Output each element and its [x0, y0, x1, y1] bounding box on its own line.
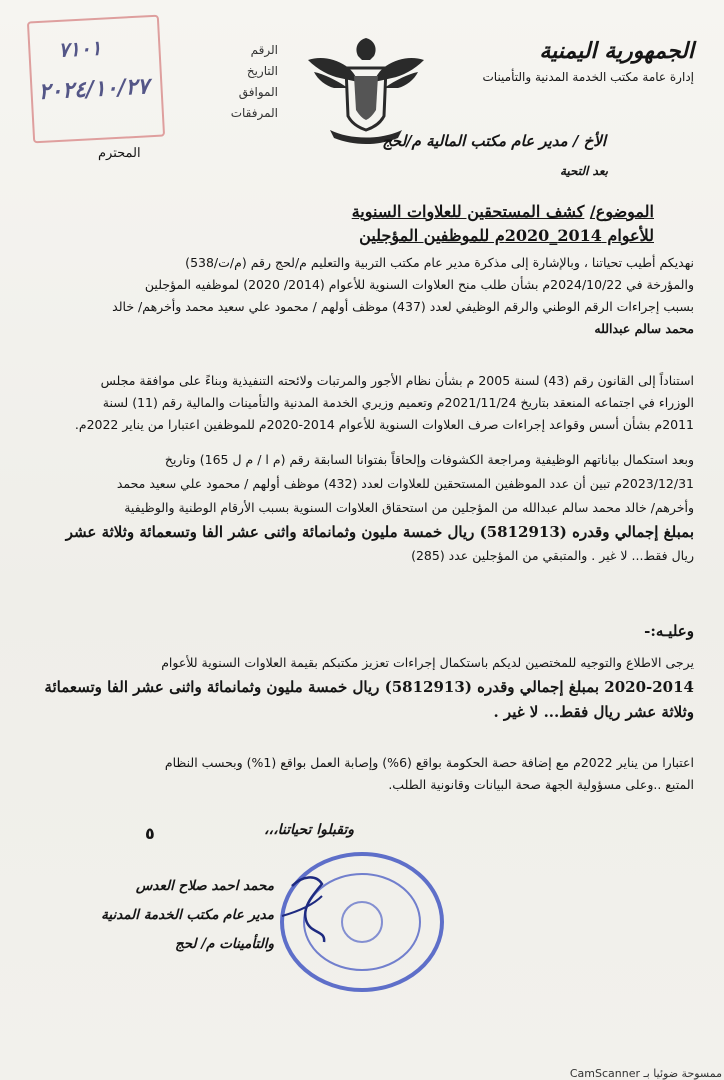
handwritten-ref-number: ٧١٠١: [57, 35, 102, 62]
ref-label: الرقم: [250, 43, 278, 57]
p3-line1: وبعد استكمال بياناتهم الوظيفية ومراجعة الكشوفات وإلحاقاً بفتوانا السابقة رقم (م ا / م ل 165) وتاريخ: [164, 452, 694, 467]
office-name: إدارة عامة مكتب الخدمة المدنية والتأمينات: [482, 70, 694, 84]
paragraph-3: [30, 448, 694, 568]
eagle-emblem-icon: [300, 30, 432, 148]
gov-title: الجمهورية اليمنية: [539, 38, 694, 64]
p3-line4: بمبلغ إجمالي وقدره (5812913) ريال خمسة مليون وثمانمائة واثنى عشر الفا وتسعمائة وثلاثة عشر: [65, 523, 694, 541]
p1-line1: نهديكم أطيب تحياتنا ، وبالإشارة إلى مذكرة مدير عام مكتب التربية والتعليم م/لحج رقم (م/ت/538): [185, 255, 694, 270]
signatory-title-1: مدير عام مكتب الخدمة المدنية: [101, 907, 274, 923]
p4-line1: يرجى الاطلاع والتوجيه للمختصين لديكم باستكمال إجراءات تعزيز مكتبكم بقيمة العلاوات السنوية للأعوام: [161, 655, 694, 670]
p2-line2: الوزراء في اجتماعه المنعقد بتاريخ 2021/11/24م وتعميم وزيري الخدمة المدنية والتأمينات والمالية رقم (11) لسنة: [102, 395, 694, 410]
p1-line2: والمؤرخة في 2024/10/22م بشأن طلب منح العلاوات السنوية للأعوام (2014/ 2020) لموظفيه المؤجلين: [144, 277, 694, 292]
paragraph-2: [30, 370, 694, 436]
p4-line3: وثلاثة عشر ريال فقط... لا غير .: [493, 703, 694, 721]
scanner-app-name: CamScanner: [569, 1067, 641, 1080]
signatory-title-2: والتأمينات م/ لحج: [174, 936, 274, 952]
p1-line4: محمد سالم عبدالله: [594, 321, 694, 336]
p3-line5: ريال فقط... لا غير . والمتبقي من المؤجلين عدد (285): [411, 548, 694, 563]
p5-line1: اعتبارا من يناير 2022م مع إضافة حصة الحكومة بواقع (6%) وإصابة العمل بواقع (1%) وبحسب النظام: [164, 755, 694, 770]
addressee: الأخ / مدير عام مكتب المالية م/لحج: [382, 132, 606, 150]
greeting: بعد التحية: [559, 164, 608, 178]
official-seal-icon: [262, 846, 447, 998]
closing-mark: ٥: [145, 824, 155, 843]
date-label: التاريخ: [246, 64, 278, 78]
alaihi-heading: وعليـه:-: [644, 622, 694, 640]
signature-block: [101, 872, 274, 959]
handwritten-ref-date: ٢٠٢٤/١٠/٢٧: [37, 73, 150, 106]
signatory-name: محمد احمد صلاح العدس: [135, 878, 274, 894]
p2-line3: 2011م بشأن أسس وقواعد إجراءات صرف العلاوات السنوية للأعوام 2014-2020م للموظفين اعتبارا من يناير 2022م.: [74, 417, 694, 432]
paragraph-5: [30, 752, 694, 796]
subject-label: الموضوع/: [589, 202, 654, 221]
mahtoum-label: المحترم: [98, 146, 141, 161]
scanner-footer: [570, 1067, 722, 1080]
p1-line3: بسبب إجراءات الرقم الوطني والرقم الوظيفي لعدد (437) موظف أولهم / محمود علي سعيد محمد وأخرهم/ خالد: [112, 299, 694, 314]
p5-line2: المتبع ..وعلى مسؤولية الجهة صحة البيانات وقانونية الطلب.: [388, 777, 694, 792]
reference-block: [118, 40, 278, 124]
p3-line3: وأخرهم/ خالد محمد سالم عبدالله من المؤجلين من استحقاق العلاوات السنوية بسبب الأرقام الوطنية والوظيفية: [124, 500, 694, 515]
closing-text: وتقبلوا تحياتنا،،،: [264, 822, 354, 838]
p2-line1: استناداً إلى القانون رقم (43) لسنة 2005 م بشأن نظام الأجور والمرتبات ولائحته التنفيذية وبناءً على موافقة مجلس: [100, 373, 694, 388]
subject-line2: للأعوام 2014_2020م للموظفين المؤجلين: [359, 226, 654, 245]
paragraph-1: [30, 252, 694, 340]
scanned-with-label: ممسوحة ضوئيا بـ: [643, 1067, 722, 1080]
attach-label: المرفقات: [230, 106, 278, 120]
corresp-label: الموافق: [238, 85, 278, 99]
paragraph-4: [30, 650, 694, 725]
p3-line2: 2023/12/31م تبين أن عدد الموظفين المستحقين للعلاوات لعدد (432) موظف أولهم / محمود علي سعيد محمد: [116, 476, 694, 491]
government-header: [454, 38, 694, 84]
subject: [134, 200, 654, 248]
p4-line2: 2020-2014 بمبلغ إجمالي وقدره (5812913) ريال خمسة مليون وثمانمائة واثنى عشر الفا وتسعمائة: [44, 678, 694, 696]
subject-line1: كشف المستحقين للعلاوات السنوية: [351, 202, 585, 221]
